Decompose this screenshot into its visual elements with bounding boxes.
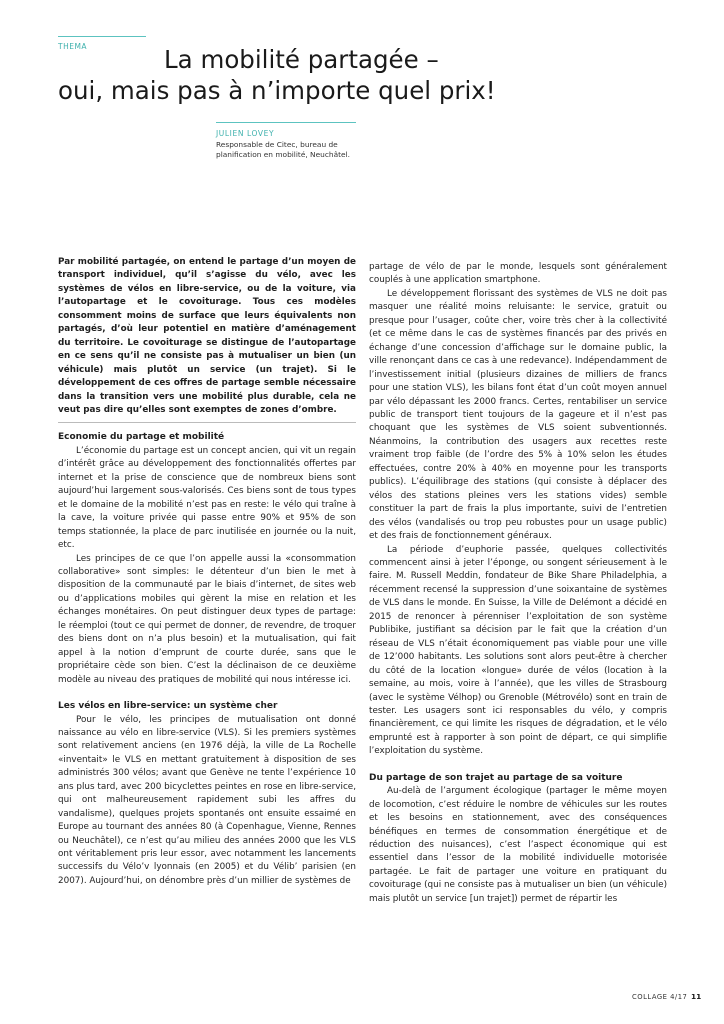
author-rule bbox=[216, 122, 356, 123]
author-name: JULIEN LOVEY bbox=[216, 129, 275, 138]
body-paragraph: partage de vélo de par le monde, lesquels sont généralement couplés à une application smartphone. bbox=[369, 262, 667, 286]
author-description: Responsable de Citec, bureau de planification en mobilité, Neuchâtel. bbox=[216, 140, 350, 159]
page-number: 11 bbox=[691, 992, 702, 1001]
section-heading-economy: Economie du partage et mobilité bbox=[58, 432, 225, 443]
body-paragraph: Au-delà de l’argument écologique (partager le même moyen de locomotion, c’est réduire le nombre de véhicules sur les routes et les besoins en stationnement, avec des conséquences bénéfiques en termes de consommation énergétique et de réduction des nuisances), c’est l’aspect économique qui est essentiel dans l’essor de la mobilité individuelle motorisée partagée. Le fait de partager une voiture en pratiquant du covoiturage (qui ne consiste pas à mutualiser un bien (un véhicule) mais plutôt un service [un trajet]) permet de répartir les bbox=[369, 786, 667, 904]
section-tag-rule bbox=[58, 36, 146, 37]
section-heading-bike-sharing: Les vélos en libre-service: un système cher bbox=[58, 701, 278, 712]
article-title-line-1: La mobilité partagée – bbox=[164, 45, 439, 74]
right-column bbox=[369, 261, 667, 906]
body-paragraph: Le développement florissant des systèmes de VLS ne doit pas masquer une réalité moins reluisante: le service, gratuit ou presque pour l’usager, coûte cher, voire très cher à la collectivité (et ce même dans le cas de systèmes financés par des privés en échange d’une concession d’affichage sur le domaine public, la ville renonçant dans ce cas à une redevance). Indépendamment de l’investissement initial (plusieurs dizaines de milliers de francs pour une station VLS), les bilans font état d’un coût moyen annuel par vélo dépassant les 2000 francs. Certes, rentabiliser un service public de transport tient toujours de la gageure et il n’est pas choquant que les systèmes de VLS soient subventionnés. Néanmoins, la contribution des usagers aux recettes reste vraiment trop faible (de l’ordre des 5% à 10% selon les études effectuées, contre 20% à 40% en moyenne pour les transports publics). L’équilibrage des stations (qui consiste à déplacer des vélos des stations pleines vers les stations vides) semble constituer la part de frais la plus importante, suivi de l’entretien des vélos (vandalisés ou trop peu robustes pour un usage public) et des frais de fonctionnement généraux. bbox=[369, 288, 667, 542]
footer-publication: COLLAGE 4/17 bbox=[632, 993, 688, 1001]
article-title-line-2: oui, mais pas à n’importe quel prix! bbox=[58, 76, 496, 105]
body-paragraph: L’économie du partage est un concept ancien, qui vit un regain d’intérêt grâce au développement des fonctionnalités offertes par internet et la prise de conscience que de nombreux biens sont aujourd’hui largement sous-valorisés. Ces biens sont de tous types et le domaine de la mobilité n’est pas en reste: le vélo qui traîne à la cave, la voiture privée qui passe entre 90% et 95% de son temps stationnée, la place de parc inutilisée en journée ou la nuit, etc. bbox=[58, 445, 356, 551]
body-paragraph: Les principes de ce que l’on appelle aussi la «consommation collaborative» sont simples: le détenteur d’un bien le met à disposition de la communauté par le biais d’internet, de sites web ou d’applications mobiles qui gèrent la mise en relation et les échanges monétaires. On peut distinguer deux types de partage: le réemploi (tout ce qui permet de donner, de revendre, de troquer des biens dont on n’a plus besoin) et la mutualisation, qui fait appel à la notion d’emprunt de courte durée, sans que le propriétaire cède son bien. C’est la déclinaison de ce deuxième modèle au niveau des pratiques de mobilité qui nous intéresse ici. bbox=[58, 553, 356, 685]
article-lead: Par mobilité partagée, on entend le partage d’un moyen de transport individuel, qu’il s’agisse du vélo, avec les systèmes de vélos en libre-service, ou de la voiture, via l’autopartage et le covoiturage. Tous ces modèles consomment moins de surface que leurs équivalents non partagés, d’où leur potentiel en matière d’aménagement du territoire. Le covoiturage se distingue de l’autopartage en ce sens qu’il ne consiste pas à mutualiser un bien (un véhicule) mais plutôt un service (un trajet). Si le développement de ces offres de partage semble nécessaire dans la transition vers une mobilité plus durable, cela ne veut pas dire qu’elles sont exemptes de zones d’ombre. bbox=[58, 257, 356, 415]
lead-divider bbox=[58, 422, 356, 423]
section-heading-car-sharing: Du partage de son trajet au partage de sa voiture bbox=[369, 772, 623, 783]
body-paragraph: La période d’euphorie passée, quelques collectivités commencent ainsi à jeter l’éponge, ou songent sérieusement à le faire. M. Russell Meddin, fondateur de Bike Share Philadelphia, a récemment recensé la suppression d’une soixantaine de systèmes de VLS dans le monde. En Suisse, la Ville de Delémont a décidé en 2015 de renoncer à pérenniser l’exploitation de son système Publibike, justifiant sa décision par le fait que la création d’un réseau de VLS n’était économiquement pas viable pour une ville de 12’000 habitants. Les solutions sont alors peut-être à chercher du côté de la location «longue» durée de vélos (location à la semaine, au mois, voire à l’année), que les villes de Strasbourg (avec le système Vélhop) ou Grenoble (Métrovélo) sont en train de tester. Les usagers sont ici responsables du vélo, y compris financièrement, ce qui limite les risques de dégradation, et le vélo emprunté est à rapporter à son point de départ, ce qui simplifie l’exploitation du système. bbox=[369, 544, 667, 757]
section-tag: THEMA bbox=[58, 42, 88, 51]
article-title bbox=[58, 44, 678, 106]
left-column bbox=[58, 256, 356, 888]
body-paragraph: Pour le vélo, les principes de mutualisation ont donné naissance au vélo en libre-service (VLS). Si les premiers systèmes sont relativement anciens (en 1976 déjà, la ville de La Rochelle «inventait» le VLS en mettant gratuitement à disposition de ses administrés 300 vélos; avant que Genève ne tente l’expérience 10 ans plus tard, avec 200 bicyclettes peintes en rose en libre-service, qui ont malheureusement rapidement subi les affres du vandalisme), quelques projets spontanés ont ensuite essaimé en Europe au tournant des années 80 (à Copenhague, Vienne, Rennes ou Neuchâtel), ce n’est qu’au milieu des années 2000 que les VLS ont véritablement pris leur essor, avec notamment les lancements successifs du Vélo’v lyonnais (en 2005) et du Vélib’ parisien (en 2007). Aujourd’hui, on dénombre près d’un millier de systèmes de bbox=[58, 714, 356, 886]
